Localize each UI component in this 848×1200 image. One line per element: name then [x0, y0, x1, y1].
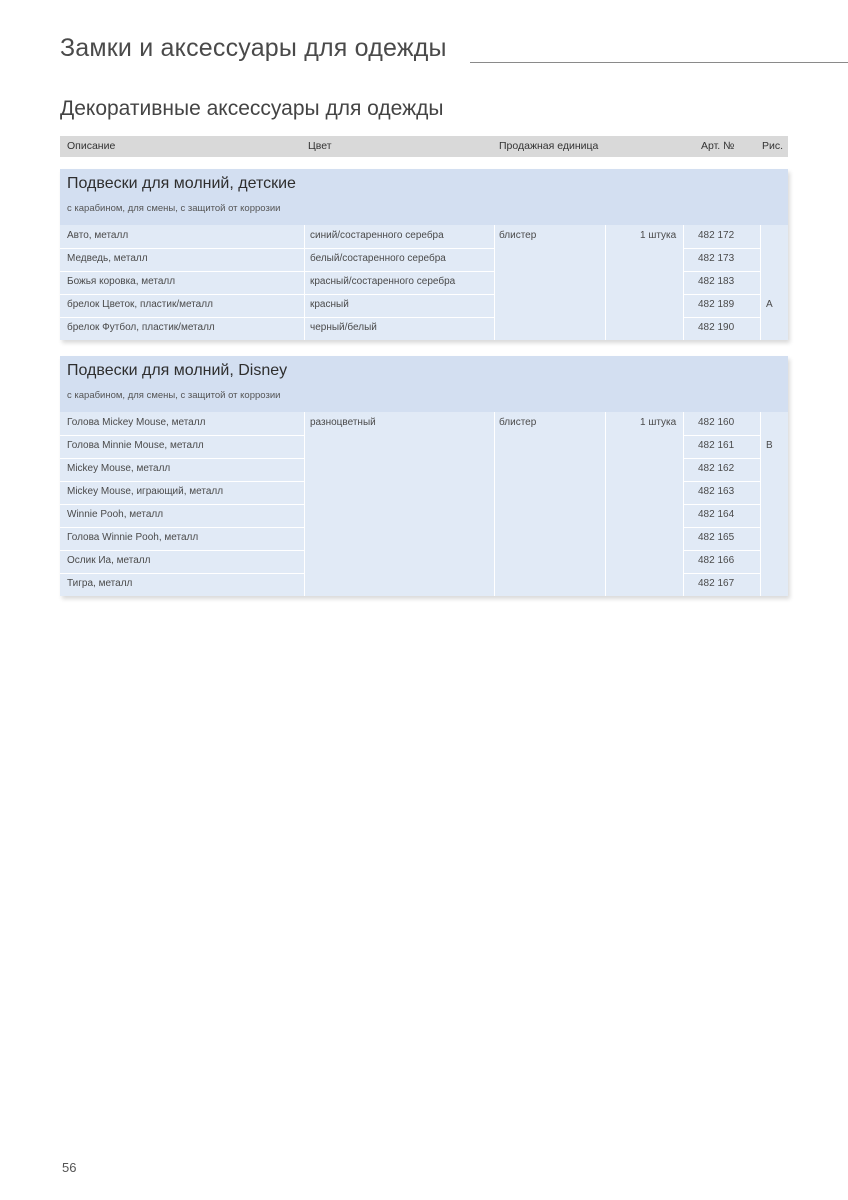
column-header-article: Арт. № — [701, 140, 735, 152]
page-title: Замки и аксессуары для одежды — [60, 34, 447, 62]
group-header — [60, 169, 788, 225]
row-description: Медведь, металл — [67, 253, 148, 264]
row-article: 482 165 — [698, 532, 735, 543]
row-article: 482 166 — [698, 555, 735, 566]
row-description: Mickey Mouse, металл — [67, 463, 171, 474]
row-description: Авто, металл — [67, 230, 129, 241]
column-header-color: Цвет — [308, 140, 332, 152]
row-color: красный — [310, 299, 349, 310]
column-divider — [760, 225, 761, 340]
row-article: 482 173 — [698, 253, 735, 264]
page-header — [60, 34, 848, 74]
group-quantity: 1 штука — [640, 230, 677, 241]
row-color: белый/состаренного серебра — [310, 253, 446, 264]
row-description: Голова Minnie Mouse, металл — [67, 440, 204, 451]
row-article: 482 190 — [698, 322, 735, 333]
row-description: Голова Mickey Mouse, металл — [67, 417, 206, 428]
row-article: 482 162 — [698, 463, 735, 474]
group-figure: B — [766, 440, 773, 451]
column-header-figure: Рис. — [762, 140, 784, 152]
group-body — [60, 225, 788, 340]
row-article: 482 161 — [698, 440, 735, 451]
row-description: Тигра, металл — [67, 578, 133, 589]
row-description: Ослик Иа, металл — [67, 555, 151, 566]
column-divider — [683, 225, 684, 340]
group-body — [60, 412, 788, 596]
product-group — [60, 356, 788, 596]
row-description: Голова Winnie Pooh, металл — [67, 532, 199, 543]
group-title: Подвески для молний, детские — [67, 175, 296, 192]
group-unit: блистер — [499, 417, 537, 428]
row-article: 482 172 — [698, 230, 735, 241]
row-color: синий/состаренного серебра — [310, 230, 444, 241]
row-description: брелок Цветок, пластик/металл — [67, 299, 213, 310]
column-divider — [760, 412, 761, 596]
column-divider — [605, 412, 606, 596]
group-figure: A — [766, 299, 773, 310]
column-divider — [494, 225, 495, 340]
page-number: 56 — [62, 1160, 77, 1175]
row-description: Mickey Mouse, играющий, металл — [67, 486, 224, 497]
group-subtitle: с карабином, для смены, с защитой от коррозии — [67, 390, 281, 401]
row-article: 482 164 — [698, 509, 735, 520]
column-divider — [304, 225, 305, 340]
group-subtitle: с карабином, для смены, с защитой от коррозии — [67, 203, 281, 214]
group-unit: блистер — [499, 230, 537, 241]
group-header — [60, 356, 788, 412]
row-color: черный/белый — [310, 322, 377, 333]
column-divider — [304, 412, 305, 596]
column-divider — [605, 225, 606, 340]
row-color: разноцветный — [310, 417, 376, 428]
row-color: красный/состаренного серебра — [310, 276, 456, 287]
row-description: Winnie Pooh, металл — [67, 509, 164, 520]
row-article: 482 167 — [698, 578, 735, 589]
row-description: брелок Футбол, пластик/металл — [67, 322, 215, 333]
column-header-unit: Продажная единица — [499, 140, 599, 152]
column-divider — [494, 412, 495, 596]
section-title: Декоративные аксессуары для одежды — [60, 97, 444, 120]
group-title: Подвески для молний, Disney — [67, 362, 288, 379]
product-group — [60, 169, 788, 340]
row-article: 482 183 — [698, 276, 735, 287]
row-article: 482 163 — [698, 486, 735, 497]
row-article: 482 189 — [698, 299, 735, 310]
title-rule — [470, 62, 848, 63]
group-quantity: 1 штука — [640, 417, 677, 428]
table-column-header — [60, 136, 788, 157]
row-article: 482 160 — [698, 417, 735, 428]
row-description: Божья коровка, металл — [67, 276, 176, 287]
column-header-description: Описание — [67, 140, 116, 152]
